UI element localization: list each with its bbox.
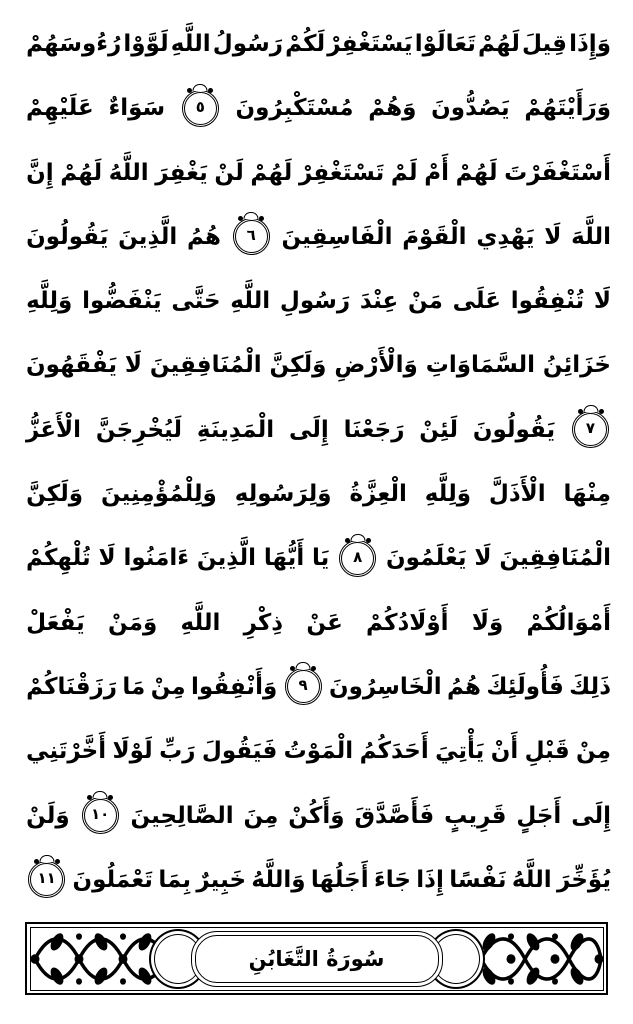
quran-line — [26, 593, 611, 653]
arabesque-ornament-right — [433, 928, 603, 990]
quran-word: هُمُ — [446, 673, 481, 700]
quran-word: قَبْلِ — [524, 738, 570, 765]
quran-word: مِنَ — [243, 802, 279, 829]
ayah-number: ٨ — [353, 547, 363, 566]
quran-word: أَحَدَكُمُ — [359, 738, 429, 765]
quran-word: خَبِيرٌ — [196, 866, 247, 893]
quran-word: أَخَّرْتَنِي — [26, 738, 107, 765]
quran-word: وَإِذَا — [569, 31, 611, 57]
quran-word: وَلِرَسُولِهِ — [234, 481, 332, 508]
quran-line — [26, 271, 611, 331]
quran-word: الْفَاسِقِينَ — [281, 223, 393, 250]
quran-word: يَغْفِرَ — [155, 159, 208, 186]
quran-word: الْمُنَافِقِينَ — [149, 352, 262, 379]
quran-word: السَّمَاوَاتِ — [425, 352, 536, 379]
quran-word: أَجَلُهَا — [310, 866, 369, 893]
quran-word: فَأَصَّدَّقَ — [354, 802, 435, 829]
quran-word: الَّذِينَ — [118, 223, 178, 250]
quran-word: يَصُدُّونَ — [431, 95, 510, 122]
quran-word: وَلِلَّهِ — [26, 288, 73, 315]
ayah-number: ٧ — [585, 419, 596, 438]
quran-word: لَيُخْرِجَنَّ — [95, 416, 183, 443]
quran-word: لَكُمْ — [285, 31, 326, 57]
quran-word: أَمْ — [424, 159, 449, 186]
quran-word: يُؤَخِّرَ — [557, 866, 611, 893]
ayah-end-marker — [574, 413, 607, 446]
quran-word: وَلِلَّهِ — [424, 481, 472, 508]
quran-word: الْخَاسِرُونَ — [329, 673, 442, 700]
quran-word: هُمُ — [187, 223, 221, 250]
quran-word: الْمُنَافِقِينَ — [499, 545, 611, 572]
quran-line — [26, 400, 611, 460]
quran-word: يَا — [312, 545, 330, 572]
quran-word: رُءُوسَهُمْ — [26, 31, 122, 57]
ayah-end-marker — [184, 92, 217, 125]
quran-word: مِنْهَا — [563, 481, 611, 508]
quran-word: يَأْتِيَ — [435, 738, 485, 765]
quran-word: تَعْمَلُونَ — [72, 866, 153, 893]
quran-word: وَأَنْفِقُوا — [191, 673, 278, 700]
quran-word: اللَّهُ — [511, 866, 552, 893]
quran-word: لَمْ — [390, 159, 418, 186]
quran-word: وَلَنْ — [26, 802, 70, 829]
quran-word: تَعَالَوْا — [414, 31, 476, 57]
quran-word: اللَّهَ — [571, 223, 611, 250]
ayah-number: ١٠ — [90, 805, 110, 824]
quran-word: جَاءَ — [373, 866, 411, 893]
quran-word: اللَّهُ — [108, 159, 149, 186]
quran-word: تَسْتَغْفِرْ — [298, 159, 385, 186]
quran-word: عَلَى — [452, 288, 501, 315]
quran-word: تُلْهِكُمْ — [26, 545, 91, 572]
quran-word: أَمْوَالُكُمْ — [526, 609, 611, 636]
quran-word: وَلَكِنَّ — [269, 352, 327, 379]
surah-banner-frame — [30, 927, 604, 991]
quran-word: قَرِيبٍ — [444, 802, 507, 829]
quran-line — [26, 143, 611, 203]
quran-text-block — [26, 14, 611, 910]
quran-word: اللَّهِ — [230, 288, 271, 315]
quran-word: وَمَنْ — [108, 609, 158, 636]
quran-word: لَهُمْ — [455, 159, 498, 186]
quran-word: وَهُمْ — [368, 95, 417, 122]
quran-word: إِلَى — [288, 416, 329, 443]
quran-word: رَسُولُ — [212, 31, 283, 57]
quran-word: لَهُمْ — [250, 159, 293, 186]
quran-word: أَنْ — [490, 738, 519, 765]
ayah-number: ٦ — [246, 226, 256, 245]
quran-word: يَفْعَلْ — [26, 609, 85, 636]
quran-line — [26, 14, 611, 74]
quran-word: يَعْلَمُونَ — [386, 545, 467, 572]
quran-word: وَلِلْمُؤْمِنِينَ — [100, 481, 217, 508]
arabesque-ornament-left — [31, 928, 201, 990]
quran-word: الَّذِينَ — [196, 545, 257, 572]
quran-word: يَقُولُونَ — [472, 416, 556, 443]
quran-word: وَأَكُنْ — [288, 802, 345, 829]
quran-word: لَئِنْ — [419, 416, 459, 443]
quran-line — [26, 335, 611, 395]
ayah-number: ٩ — [298, 676, 308, 695]
quran-word: الْمَدِينَةِ — [196, 416, 275, 443]
ayah-end-marker — [341, 542, 374, 575]
quran-word: الْقَوْمَ — [402, 223, 467, 250]
quran-line — [26, 464, 611, 524]
quran-word: لَوْلَا — [112, 738, 153, 765]
quran-word: لَا — [544, 223, 562, 250]
quran-word: يَقُولُونَ — [26, 223, 109, 250]
quran-line — [26, 207, 611, 267]
quran-word: إِلَى — [571, 802, 611, 829]
quran-word: مِنْ — [150, 673, 186, 700]
quran-word: عَنْ — [306, 609, 343, 636]
ayah-end-marker — [235, 220, 268, 253]
quran-word: مِنْ — [576, 738, 611, 765]
quran-word: الْأَعَزُّ — [26, 416, 82, 443]
quran-word: يَفْقَهُونَ — [26, 352, 118, 379]
quran-word: مَنْ — [407, 288, 443, 315]
quran-word: نَفْسًا — [449, 866, 507, 893]
quran-word: وَلَكِنَّ — [26, 481, 84, 508]
quran-word: لَهُمْ — [60, 159, 103, 186]
surah-title-cartouche — [191, 931, 443, 987]
quran-word: تُنْفِقُوا — [510, 288, 585, 315]
quran-word: اللَّهِ — [170, 31, 211, 57]
quran-word: رَجَعْنَا — [343, 416, 405, 443]
quran-word: إِنَّ — [26, 159, 54, 186]
quran-word: سَوَاءٌ — [108, 95, 166, 122]
quran-word: وَلَا — [471, 609, 504, 636]
quran-word: اللَّهِ — [180, 609, 221, 636]
quran-word: وَاللَّهُ — [251, 866, 306, 893]
quran-word: ذِكْرِ — [243, 609, 284, 636]
quran-word: أَوْلَادُكُمْ — [366, 609, 449, 636]
quran-word: وَالْأَرْضِ — [334, 352, 418, 379]
quran-word: يَهْدِي — [476, 223, 535, 250]
quran-word: يَنْفَضُّوا — [82, 288, 162, 315]
quran-word: مَا — [122, 673, 146, 700]
quran-word: الصَّالِحِينَ — [130, 802, 234, 829]
ayah-number: ٥ — [195, 97, 205, 116]
quran-word: لَهُمْ — [478, 31, 520, 57]
ayah-number: ١١ — [37, 869, 56, 888]
quran-word: رَبِّ — [159, 738, 196, 765]
quran-word: الْعِزَّةُ — [349, 481, 407, 508]
quran-word: ءَامَنُوا — [123, 545, 190, 572]
quran-word: لَا — [124, 352, 143, 379]
quran-line — [26, 528, 611, 588]
quran-line — [26, 78, 611, 138]
quran-word: رَسُولِ — [279, 288, 351, 315]
quran-word: إِذَا — [416, 866, 444, 893]
quran-word: بِمَا — [158, 866, 192, 893]
quran-word: عِنْدَ — [359, 288, 399, 315]
quran-word: قِيلَ — [522, 31, 567, 57]
quran-line — [26, 657, 611, 717]
quran-word: أَجَلٍ — [516, 802, 562, 829]
quran-line — [26, 721, 611, 781]
surah-title: سُورَةُ التَّغَابُنِ — [248, 946, 385, 971]
quran-word: الْمَوْتُ — [283, 738, 354, 765]
quran-line — [26, 850, 611, 910]
quran-word: فَأُولَئِكَ — [486, 673, 564, 700]
quran-word: خَزَائِنُ — [542, 352, 611, 379]
quran-word: يَسْتَغْفِرْ — [327, 31, 413, 57]
ayah-end-marker — [84, 799, 117, 832]
quran-word: الْأَذَلَّ — [488, 481, 546, 508]
ayah-end-marker — [30, 863, 63, 896]
surah-banner — [25, 922, 608, 995]
quran-word: عَلَيْهِمْ — [26, 95, 94, 122]
quran-line — [26, 786, 611, 846]
quran-word: لَنْ — [214, 159, 244, 186]
quran-word: أَسْتَغْفَرْتَ — [504, 159, 611, 186]
quran-word: لَا — [593, 288, 611, 315]
quran-word: ذَلِكَ — [569, 673, 611, 700]
ayah-end-marker — [287, 670, 320, 703]
quran-word: لَوَّوْا — [123, 31, 169, 57]
quran-word: حَتَّى — [171, 288, 221, 315]
quran-word: لَا — [98, 545, 116, 572]
quran-word: مُسْتَكْبِرُونَ — [235, 95, 354, 122]
quran-word: وَرَأَيْتَهُمْ — [524, 95, 611, 122]
quran-word: فَيَقُولَ — [201, 738, 278, 765]
quran-word: أَيُّهَا — [263, 545, 305, 572]
quran-word: رَزَقْنَاكُمْ — [26, 673, 118, 700]
quran-word: لَا — [474, 545, 492, 572]
